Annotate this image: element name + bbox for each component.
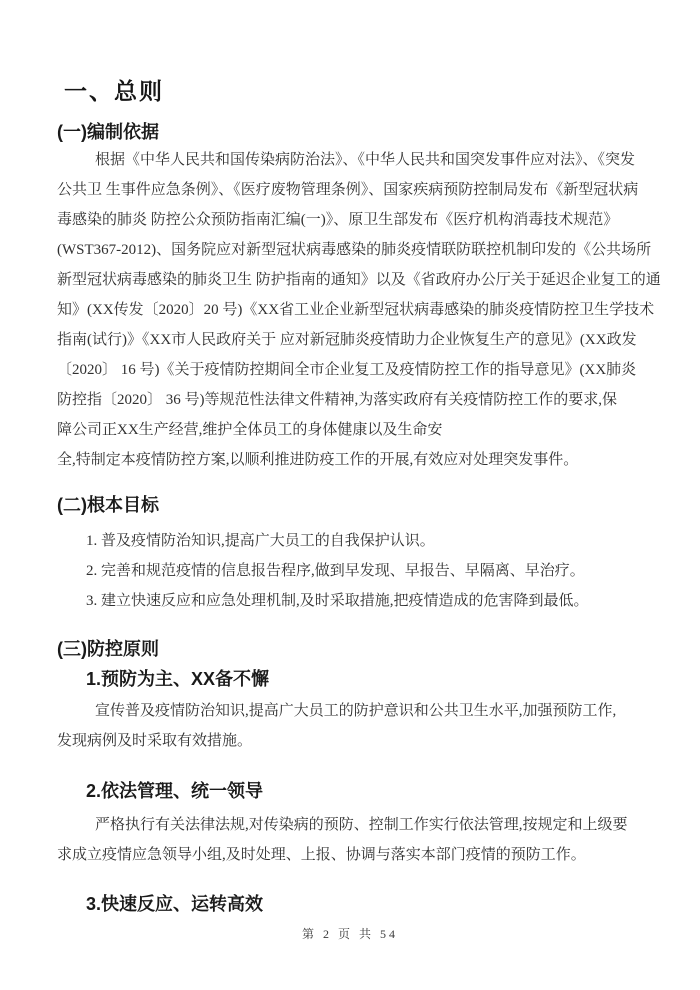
paragraph-line: 求成立疫情应急领导小组,及时处理、上报、协调与落实本部门疫情的预防工作。: [57, 847, 586, 863]
paragraph-line: 公共卫 生事件应急条例》、《医疗废物管理条例》、国家疾病预防控制局发布《新型冠状病: [57, 182, 639, 198]
section-goals: [57, 492, 643, 616]
document-content: [0, 76, 700, 917]
paragraph-line: (WST367-2012)、国务院应对新型冠状病毒感染的肺炎疫情联防联控机制印发的《公共场所: [57, 242, 652, 258]
main-heading: 一、总则: [64, 78, 164, 104]
list-item: 1. 普及疫情防治知识,提高广大员工的自我保护认识。: [86, 533, 435, 549]
section-principles-heading: (三)防控原则: [57, 639, 159, 659]
paragraph-line: 障公司正XX生产经营,维护全体员工的身体健康以及生命安: [57, 422, 443, 438]
subsection-paragraph: [57, 810, 643, 870]
paragraph-line: 指南(试行)》《XX市人民政府关于 应对新冠肺炎疫情助力企业恢复生产的意见》(XX政发: [57, 332, 637, 348]
paragraph-line: 〔2020〕 16 号)《关于疫情防控期间全市企业复工及疫情防控工作的指导意见》(XX肺炎: [57, 362, 637, 378]
section-basis-paragraph: [57, 145, 661, 475]
paragraph-line: 防控指〔2020〕 36 号)等规范性法律文件精神,为落实政府有关疫情防控工作的要求,保: [57, 392, 617, 408]
paragraph-line: 发现病例及时采取有效措施。: [57, 733, 253, 749]
list-item: 3. 建立快速反应和应急处理机制,及时采取措施,把疫情造成的危害降到最低。: [86, 593, 589, 609]
subsection-title: 1.预防为主、XX备不懈: [86, 669, 270, 689]
section-basis-heading: (一)编制依据: [57, 122, 159, 142]
page-number-text: 第 2 页 共 54: [301, 927, 398, 941]
paragraph-line: 知》(XX传发〔2020〕20 号)《XX省工业企业新型冠状病毒感染的肺炎疫情防控卫生学技术: [57, 302, 655, 318]
paragraph-line: 根据《中华人民共和国传染病防治法》、《中华人民共和国突发事件应对法》、《突发: [95, 152, 636, 168]
section-basis: [57, 119, 661, 475]
page-footer: [0, 926, 700, 942]
goals-list: [57, 526, 643, 616]
paragraph-line: 新型冠状病毒感染的肺炎卫生 防护指南的通知》以及《省政府办公厅关于延迟企业复工的通: [57, 272, 661, 288]
subsection-paragraph: [57, 696, 643, 756]
list-item: 2. 完善和规范疫情的信息报告程序,做到早发现、早报告、早隔离、早治疗。: [86, 563, 585, 579]
section-goals-heading: (二)根本目标: [57, 495, 159, 515]
paragraph-line: 严格执行有关法律法规,对传染病的预防、控制工作实行依法管理,按规定和上级要: [95, 817, 628, 833]
subsection-title: 2.依法管理、统一领导: [86, 781, 264, 801]
paragraph-line: 全,特制定本疫情防控方案,以顺利推进防疫工作的开展,有效应对处理突发事件。: [57, 452, 579, 468]
paragraph-line: 宣传普及疫情防治知识,提高广大员工的防护意识和公共卫生水平,加强预防工作,: [95, 703, 617, 719]
paragraph-line: 毒感染的肺炎 防控公众预防指南汇编(一)》、原卫生部发布《医疗机构消毒技术规范》: [57, 212, 619, 228]
section-principles: [57, 636, 643, 917]
subsection-title: 3.快速反应、运转高效: [86, 894, 264, 914]
